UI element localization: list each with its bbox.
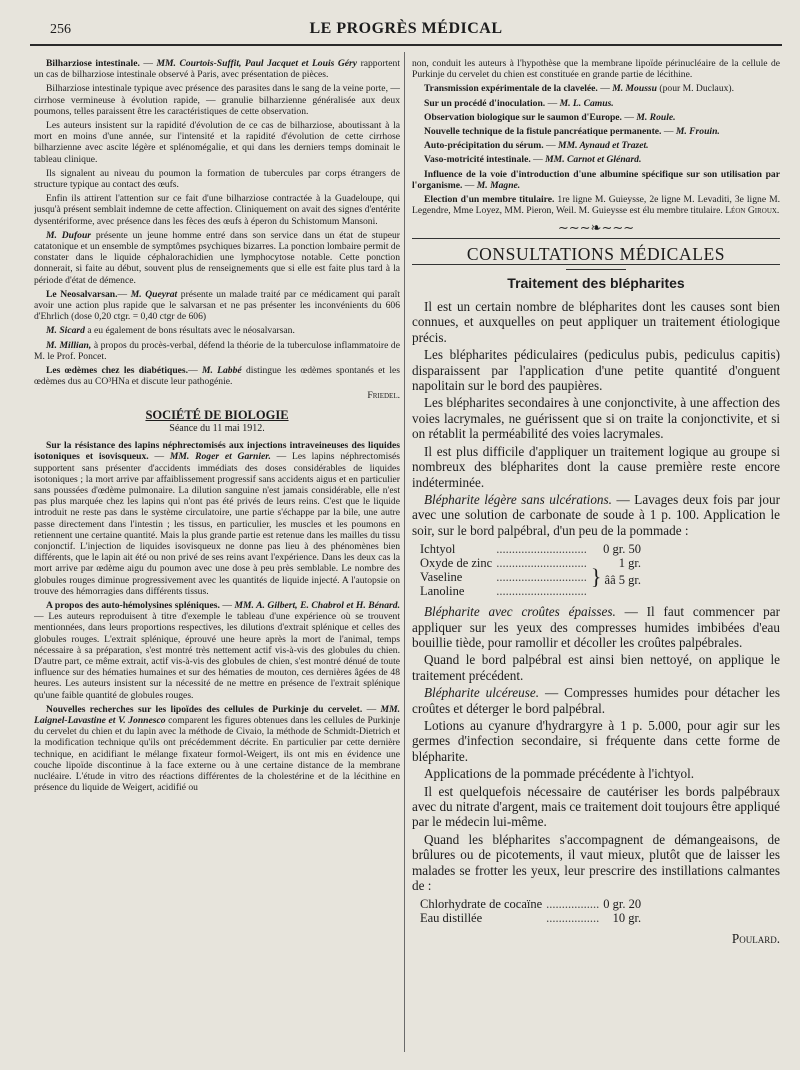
- prescription-row: Chlorhydrate de cocaïne ................. 0 gr. 20: [420, 897, 642, 912]
- running-header: [30, 18, 782, 46]
- paragraph: Quand les blépharites s'accompagnent de démangeaisons, de brûlures ou de picotements, il vaut mieux, plutôt que de laisser les malades se frotter les yeux, leur prescrire des instillations calmantes de :: [412, 831, 780, 894]
- right-column: [412, 58, 780, 1058]
- article-neosalvarsan: Le Neosalvarsan.— M. Queyrat présente un malade traité par ce médicament qui paraît avoir une action plus rapide que le salvarsan et ne pas présenter les inconvénients du 606 d'Ehrlich (dose 0,20 ctgr. = 0,40 ctgr de 606): [34, 288, 400, 323]
- item-vaso-motricite: Vaso-motricité intestinale. — MM. Carnot et Glénard.: [424, 154, 642, 166]
- section-header-consultations: [412, 238, 780, 265]
- signature-poulard: Poulard.: [731, 931, 780, 947]
- item-auto-precipitation: Auto-précipitation du sérum. — MM. Aynaud et Trazet.: [424, 140, 649, 152]
- prescription-ichtyol: [418, 542, 643, 598]
- ornament-divider: ∼∼∼❧∼∼∼: [557, 220, 635, 236]
- article-oedemes: Les œdèmes chez les diabétiques.— M. Labbé distingue les œdèmes spontanés et les œdèmes dus au CO³HNa et discute leur pathogénie.: [34, 365, 400, 388]
- signature-friedel: Friedel.: [367, 390, 400, 402]
- item-inoculation: Sur un procédé d'inoculation. — M. L. Camus.: [424, 97, 614, 109]
- paragraph: Bilharziose intestinale typique avec présence des parasites dans le sang de la veine porte, — cirrhose vermineuse à évolution rapide, — granulie bilharzienne généralisée aux deux poumons, telles paraissent être les caractéristiques de cette observation.: [34, 83, 400, 117]
- paragraph: Lotions au cyanure d'hydrargyre à 1 p. 5.000, pour agir sur les germes d'infection secondaire, si fréquente dans cette forme de blépharite.: [412, 717, 780, 764]
- prescription-row: Lanoline .............................: [420, 584, 587, 599]
- article-body: [412, 299, 780, 947]
- journal-title: LE PROGRÈS MÉDICAL: [309, 20, 503, 37]
- paragraph-continued: non, conduit les auteurs à l'hypothèse que la membrane lipoïde périnucléaire de la cellule de Purkinje du cervelet du chien est constituée en grande partie de lécithine.: [412, 58, 780, 81]
- article-title-blepharites: Traitement des blépharites: [507, 274, 685, 291]
- article-gilbert: A propos des auto-hémolysines spléniques. — MM. A. Gilbert, E. Chabrol et H. Bénard. — Les auteurs reproduisent à titre d'exemple le tableau d'une expérience où se trouvent mentionnées, dans leurs proportions respectives, les dilutions d'extrait splénique et celles des globules rouges. L'extrait splénique, éprouvé une heure après la mort de l'animal, temps nécessaire à sa préparation, s'est montré très nettement actif vis-à-vis des globules du chien. D'autre part, ce même extrait, actif vis-à-vis des globules de chien, s'est montré dénué de toute influence sur des hématies humaines et sur des hématies de mouton, ces dernières âgées de 48 heures. Les auteurs insistent sur la nécessité de ne mettre en présence de l'extrait splénique qu'une faible quantité de globules rouges.: [34, 599, 400, 701]
- short-rule: [566, 269, 626, 270]
- article-roger-garnier: Sur la résistance des lapins néphrectomisés aux injections intraveineuses des liquides isotoniques et isovisqueux. — MM. Roger et Garnier. — Les lapins néphrectomisés supportent sans présenter d'accidents immédiats des doses considérables de liquides isotoniques ; la mort arrive par affaiblissement progressif sans accidents aigus et en particulier sans poussées d'œdème pulmonaire. La dilution sanguine n'est jamais considérable, elle n'est pas plus marquée chez les lapins qui n'ont pas été privés de leurs reins. C'est que le liquide introduit ne reste pas dans le système circulatoire, une partie s'échappe par la bile, une autre passe directement dans l'intestin ; les tissus, en particulier, les muscles et les poumons en retiennent une certaine quantité. Mais la plus grande partie est retenue dans les mailles du tissu conjonctif. L'injection de liquides isovisqueux ne donne pas lieu à des phénomènes bien différents, que le lapin ait été ou non privé de ses reins avant l'expérience. Dans les deux cas la mort arrive par œdème aigu du poumon avec une dose à peu près semblable. Le nombre des globules rouges diminue progressivement avec les quantités de liquide injecté. A l'autopsie on trouve des hémorragies dans différents tissus.: [34, 440, 400, 597]
- item-clavelee: Transmission expérimentale de la clavelée. — M. Moussu (pour M. Duclaux).: [424, 83, 735, 95]
- paragraph-ulcereuse: Blépharite ulcéreuse. — Compresses humides pour détacher les croûtes et déterger le bord palpébral.: [412, 685, 780, 716]
- paragraph: Il est quelquefois nécessaire de cautériser les bords palpébraux avec du nitrate d'argent, mais ce traitement doit toujours être appliqué par le médecin lui-même.: [412, 783, 780, 830]
- paragraph: Il est un certain nombre de blépharites dont les causes sont bien connues, et auxquelles on peut appliquer un traitement étiologique précis.: [412, 299, 780, 345]
- item-albumine: Influence de la voie d'introduction d'une albumine spécifique sur son utilisation par l'organisme. — M. Magne.: [412, 168, 780, 191]
- paragraph: Les blépharites secondaires à une conjonctivite, à une affection des voies lacrymales, ne guérissent que si on traite la conjonctivite, et si on rétablit la perméabilité des voies lacrymales.: [412, 395, 780, 442]
- article-millian: M. Millian, à propos du procès-verbal, défend la théorie de la tuberculose inflammatoire de M. le Prof. Poncet.: [34, 339, 400, 362]
- paragraph: Applications de la pommade précédente à l'ichtyol.: [424, 766, 695, 782]
- prescription-cocaine: [418, 897, 643, 925]
- item-saumon: Observation biologique sur le saumon d'Europe. — M. Roule.: [424, 111, 676, 123]
- article-bilharziose: Bilharziose intestinale. — MM. Courtois-Suffit, Paul Jacquet et Louis Géry rapportent un cas de bilharziose intestinale observé à Paris, avec présentation de pièces.: [34, 58, 400, 81]
- article-dufour: M. Dufour présente un jeune homme entré dans son service dans un état de stupeur catatonique et un ensemble de symptômes psychiques bizarres. La ponction lombaire permit de constater dans le liquide céphalorachidien une lymphocytose notable. Cette ponction donnerait, si faite au début, souvent plus de renseignements que si elle est faite plus tard à la période d'état de démence.: [34, 229, 400, 286]
- prescription-brace-qty: ââ 5 gr.: [604, 573, 641, 588]
- paragraph-legere: Blépharite légère sans ulcérations. — Lavages deux fois par jour avec une solution de carbonate de soude à 1 p. 100. Application le soir, sur le bord palpébral, d'un peu de la pommade :: [412, 491, 780, 538]
- prescription-row: Ichtyol ............................. 0 gr. 50: [420, 542, 641, 557]
- left-column: [34, 58, 400, 1058]
- paragraph: Les auteurs insistent sur la rapidité d'évolution de ce cas de bilharziose, aboutissant à la mort en moins d'une année, sur l'intensité et la rapidité d'évolution de cette cirrhose bilharzienne avec ascite légère et splénomégalie, et qui dans les derniers temps dominait le tableau clinique.: [34, 120, 400, 165]
- section-title-consultations: CONSULTATIONS MÉDICALES: [466, 243, 726, 264]
- prescription-row: Vaseline ............................. } ââ 5 gr.: [420, 564, 641, 590]
- section-title-biologie: SOCIÉTÉ DE BIOLOGIE: [145, 407, 289, 422]
- prescription-row: Eau distillée ................. 10 gr.: [420, 911, 642, 926]
- paragraph: Les blépharites pédiculaires (pediculus pubis, pediculus capitis) disparaissent par l'application d'une petite quantité d'onguent napolitain sur le bord des paupières.: [412, 347, 780, 394]
- paragraph-croutes: Blépharite avec croûtes épaisses. — Il faut commencer par appliquer sur les yeux des compresses humides imbibées d'eau bouillie tiède, pour ramollir et décoller les croûtes palpébrales.: [412, 604, 780, 650]
- paragraph: Quand le bord palpébral est ainsi bien nettoyé, on applique le traitement précédent.: [412, 652, 780, 683]
- item-fistule: Nouvelle technique de la fistule pancréatique permanente. — M. Frouin.: [424, 126, 720, 138]
- signature-giroux: Léon Giroux.: [725, 205, 780, 217]
- page-number: 256: [50, 22, 71, 37]
- paragraph: Il est plus difficile d'appliquer un traitement logique au groupe si nombreux des blépharites dont la cause première reste encore indéterminée.: [412, 443, 780, 490]
- prescription-row: Oxyde de zinc ............................. 1 gr.: [420, 556, 641, 571]
- paragraph: Ils signalent au niveau du poumon la formation de tubercules par corps étrangers de structure typique au contact des œufs.: [34, 167, 400, 191]
- column-divider: [404, 52, 405, 1052]
- paragraph: Enfin ils attirent l'attention sur ce fait d'une bilharziose contractée à la Guadeloupe, qui jusqu'à présent semblait indemne de cette affection. Cliniquement on avait des signes d'entérite dysentériforme, avec présence dans les fèces des œufs à éperon du Schistomum Mansoni.: [34, 193, 400, 227]
- article-sicard: M. Sicard a eu également de bons résultats avec le néosalvarsan.: [46, 325, 295, 337]
- article-laignel-lavastine: Nouvelles recherches sur les lipoïdes des cellules de Purkinje du cervelet. — MM. Laignel-Lavastine et V. Jonnesco comparent les figures obtenues dans les cellules de Purkinje du cervelet du chien et du lapin avec la méthode de Civaio, la méthode de Schmidt-Dietrich et la modification technique qu'ils ont précédemment décrite. En particulier par cette dernière technique, en acidifiant le mélange fixateur formol-Weigert, ils ont mis en évidence une couche lipoïde discontinue à la face externe ou à une certaine distance de la membrane nucléaire. L'étude in vitro des réactions différentes de la cholestérine et de la lécithine en présence du liquide de Weigert, acidifié ou: [34, 703, 400, 794]
- seance-date: Séance du 11 mai 1912.: [169, 422, 265, 434]
- item-election: Election d'un membre titulaire. 1re ligne M. Guieysse, 2e ligne M. Levaditi, 3e ligne M. Legendre, Mme Loyez, MM. Pieron, Weil. M. Guieysse est élu membre titulaire. Léon Giroux.: [412, 194, 780, 217]
